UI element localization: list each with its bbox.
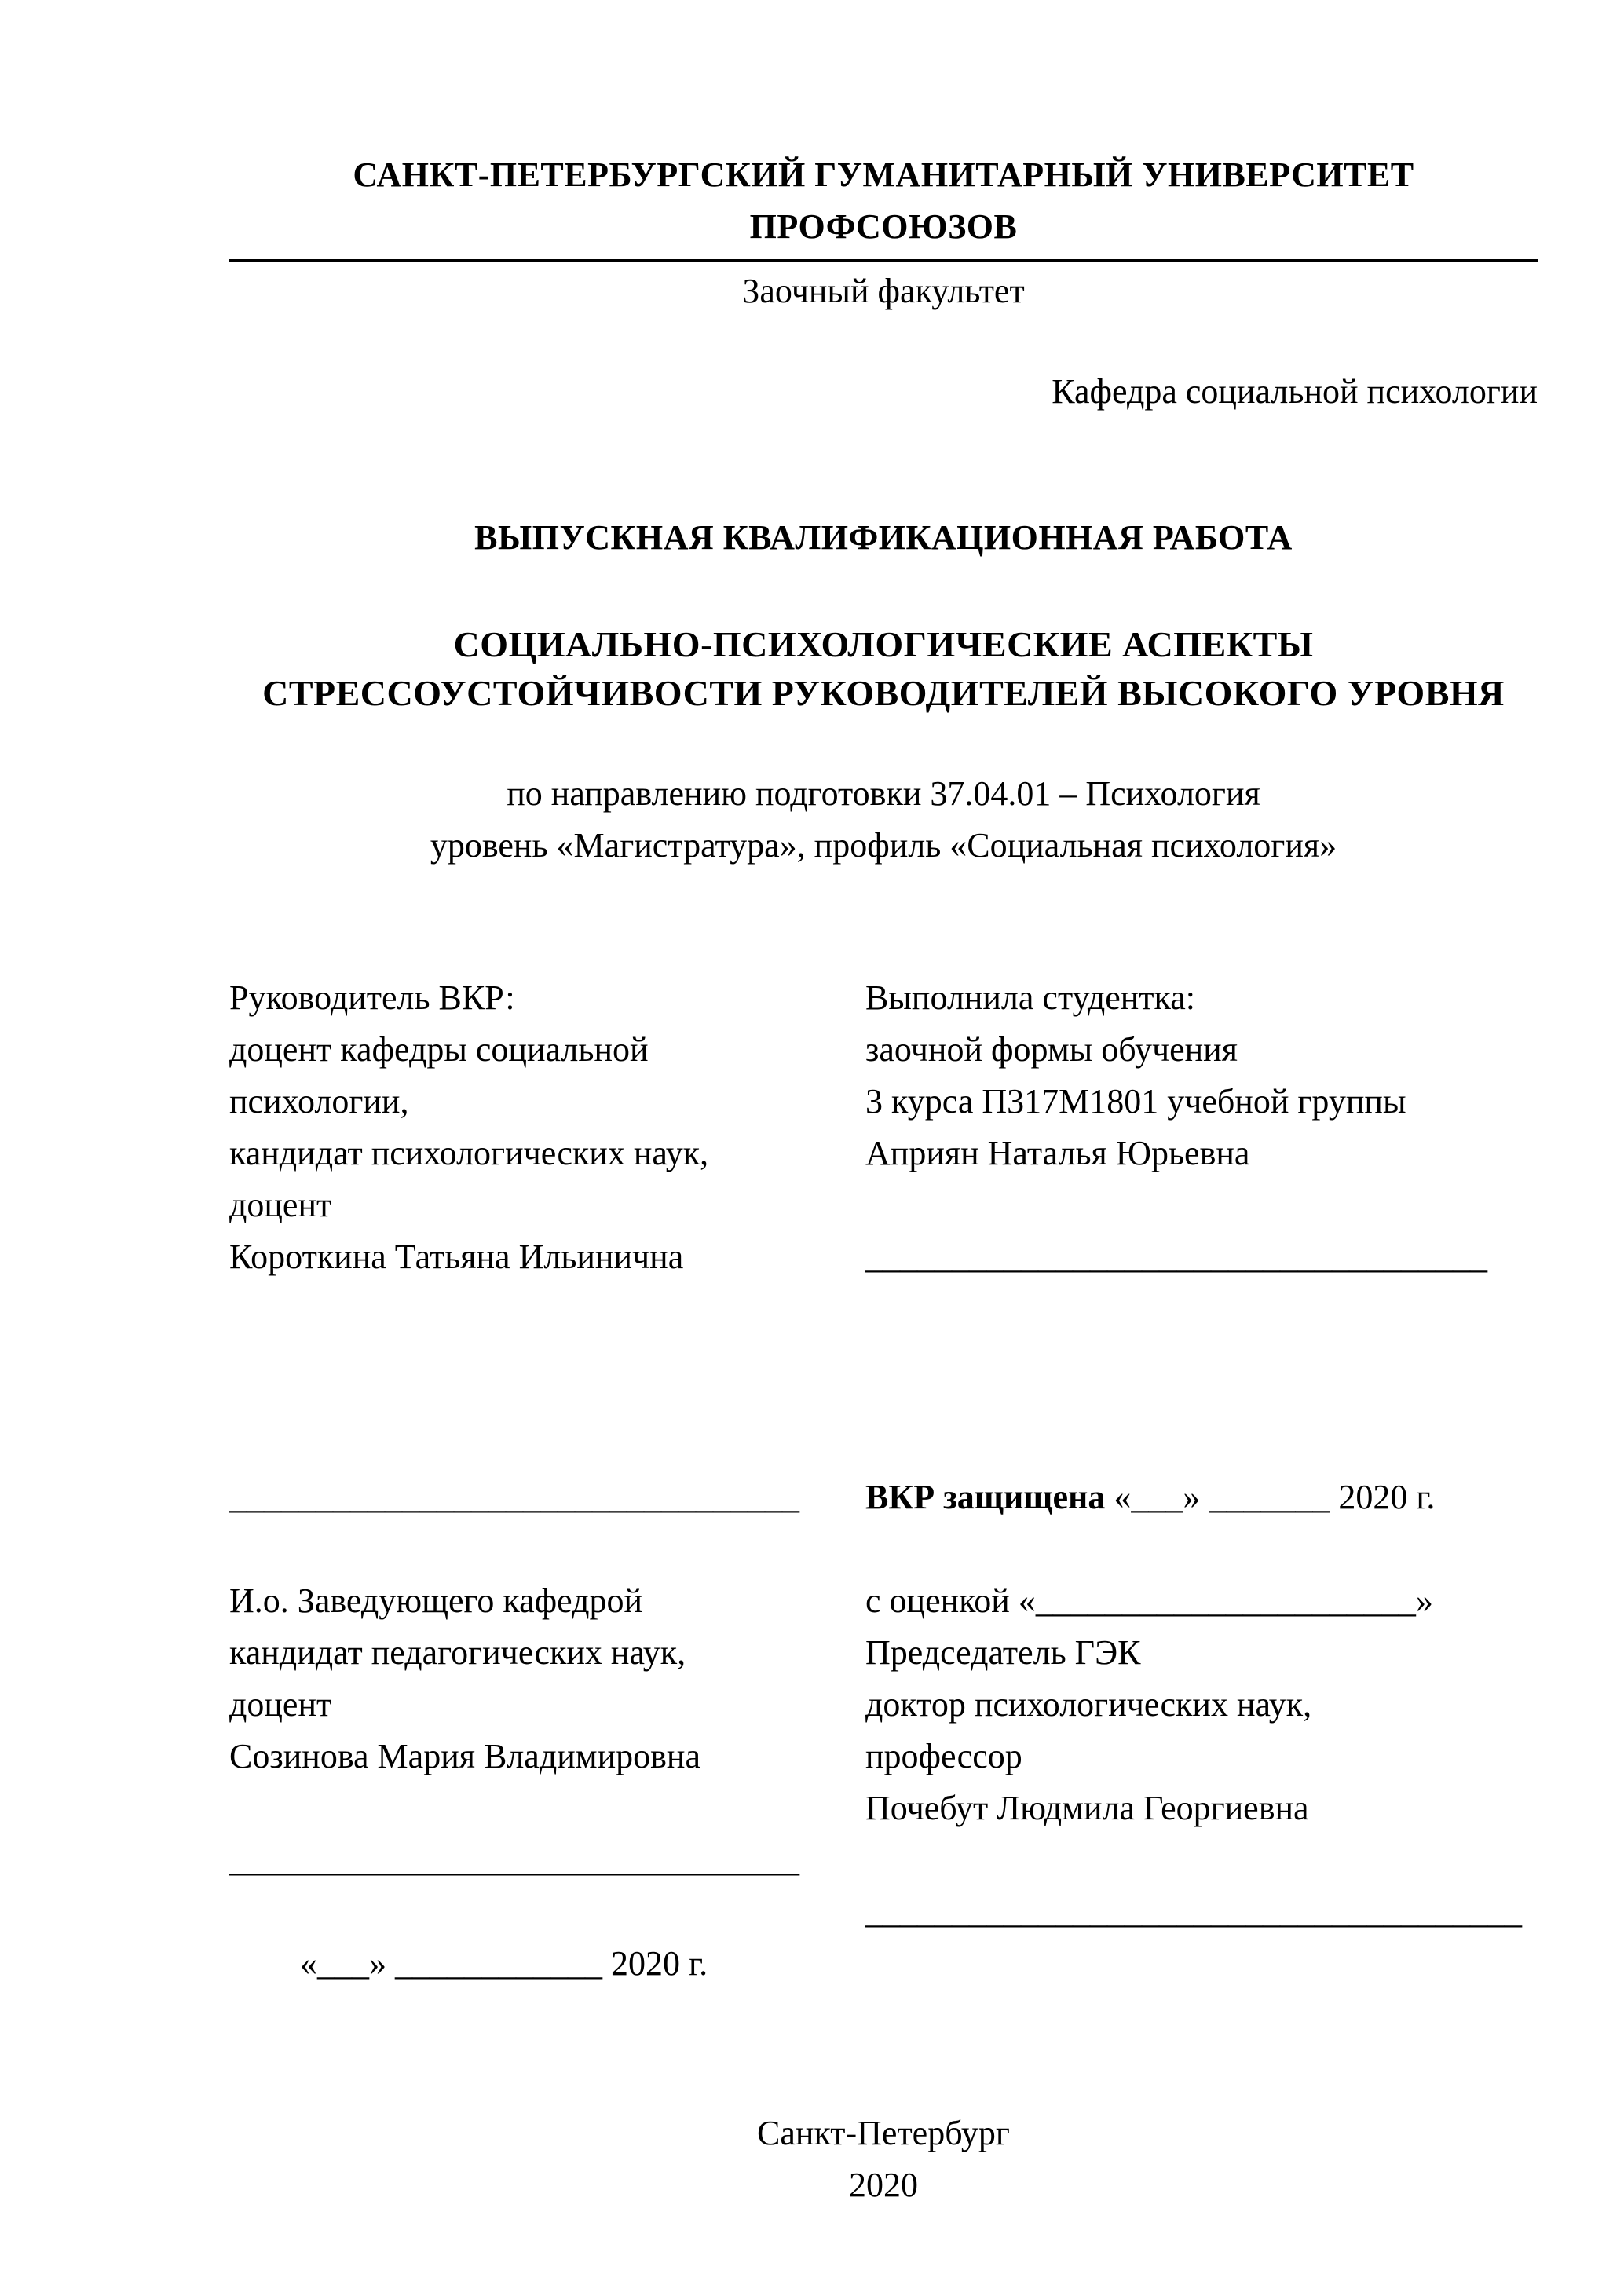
chairman-signature-line: ______________________________________ [865,1892,1522,1931]
program-direction: по направлению подготовки 37.04.01 – Психология [507,774,1260,813]
student-line: 3 курса П317М1801 учебной группы [865,1082,1406,1121]
people-block [229,972,1538,1283]
program-info [229,768,1538,872]
spacer [865,1523,1538,1575]
head-line: И.о. Заведующего кафедрой [229,1581,643,1620]
student-line: Выполнила студентка: [865,978,1195,1017]
defense-line: профессор [865,1737,1022,1775]
supervisor-line: доцент кафедры социальной [229,1030,649,1069]
faculty-name: Заочный факультет [742,272,1025,310]
defense-column [865,1472,1538,1990]
university-name: САНКТ-ПЕТЕРБУРГСКИЙ ГУМАНИТАРНЫЙ УНИВЕРСИТЕТ ПРОФСОЮЗОВ [353,155,1414,246]
department-name: Кафедра социальной психологии [1052,372,1538,411]
head-signature-line-2: _________________________________ [229,1841,799,1879]
spacer [229,1782,865,1834]
head-line: доцент [229,1685,332,1724]
supervisor-line: Руководитель ВКР: [229,978,515,1017]
spacer [229,1523,865,1575]
spacer [865,1834,1538,1886]
footer [229,2108,1538,2211]
defense-line: Почебут Людмила Георгиевна [865,1789,1309,1827]
spacer [865,1179,1538,1231]
student-line: Априян Наталья Юрьевна [865,1134,1250,1172]
thesis-title-line1: СОЦИАЛЬНО-ПСИХОЛОГИЧЕСКИЕ АСПЕКТЫ [453,624,1314,664]
head-line: кандидат педагогических наук, [229,1633,686,1672]
thesis-title [229,620,1538,718]
student-column [865,972,1538,1283]
head-line: Созинова Мария Владимировна [229,1737,700,1775]
student-line: заочной формы обучения [865,1030,1238,1069]
supervisor-line: кандидат психологических наук, [229,1134,709,1172]
header-rule [229,259,1538,262]
defense-line: доктор психологических наук, [865,1685,1312,1724]
defense-date-line [865,1472,1538,1523]
head-signature-line: _________________________________ [229,1478,799,1516]
supervisor-column [229,972,865,1283]
supervisor-line: Короткина Татьяна Ильинична [229,1238,684,1276]
approval-block [229,1472,1538,1990]
thesis-title-line2: СТРЕССОУСТОЙЧИВОСТИ РУКОВОДИТЕЛЕЙ ВЫСОКОГО УРОВНЯ [262,673,1505,713]
defense-date-blanks: «___» _______ 2020 г. [1105,1478,1436,1516]
work-type-title: ВЫПУСКНАЯ КВАЛИФИКАЦИОННАЯ РАБОТА [474,518,1293,557]
defense-date-label: ВКР защищена [865,1478,1106,1516]
head-of-department-column [229,1472,865,1990]
footer-year: 2020 [849,2166,918,2204]
program-level: уровень «Магистратура», профиль «Социальная психология» [430,826,1337,865]
student-signature-line: ____________________________________ [865,1238,1487,1276]
supervisor-line: психологии, [229,1082,409,1121]
spacer [229,1886,865,1938]
defense-line: с оценкой «______________________» [865,1581,1433,1620]
head-date-line: «___» ____________ 2020 г. [300,1944,708,1983]
supervisor-line: доцент [229,1186,332,1224]
defense-line: Председатель ГЭК [865,1633,1141,1672]
footer-city: Санкт-Петербург [757,2114,1010,2152]
